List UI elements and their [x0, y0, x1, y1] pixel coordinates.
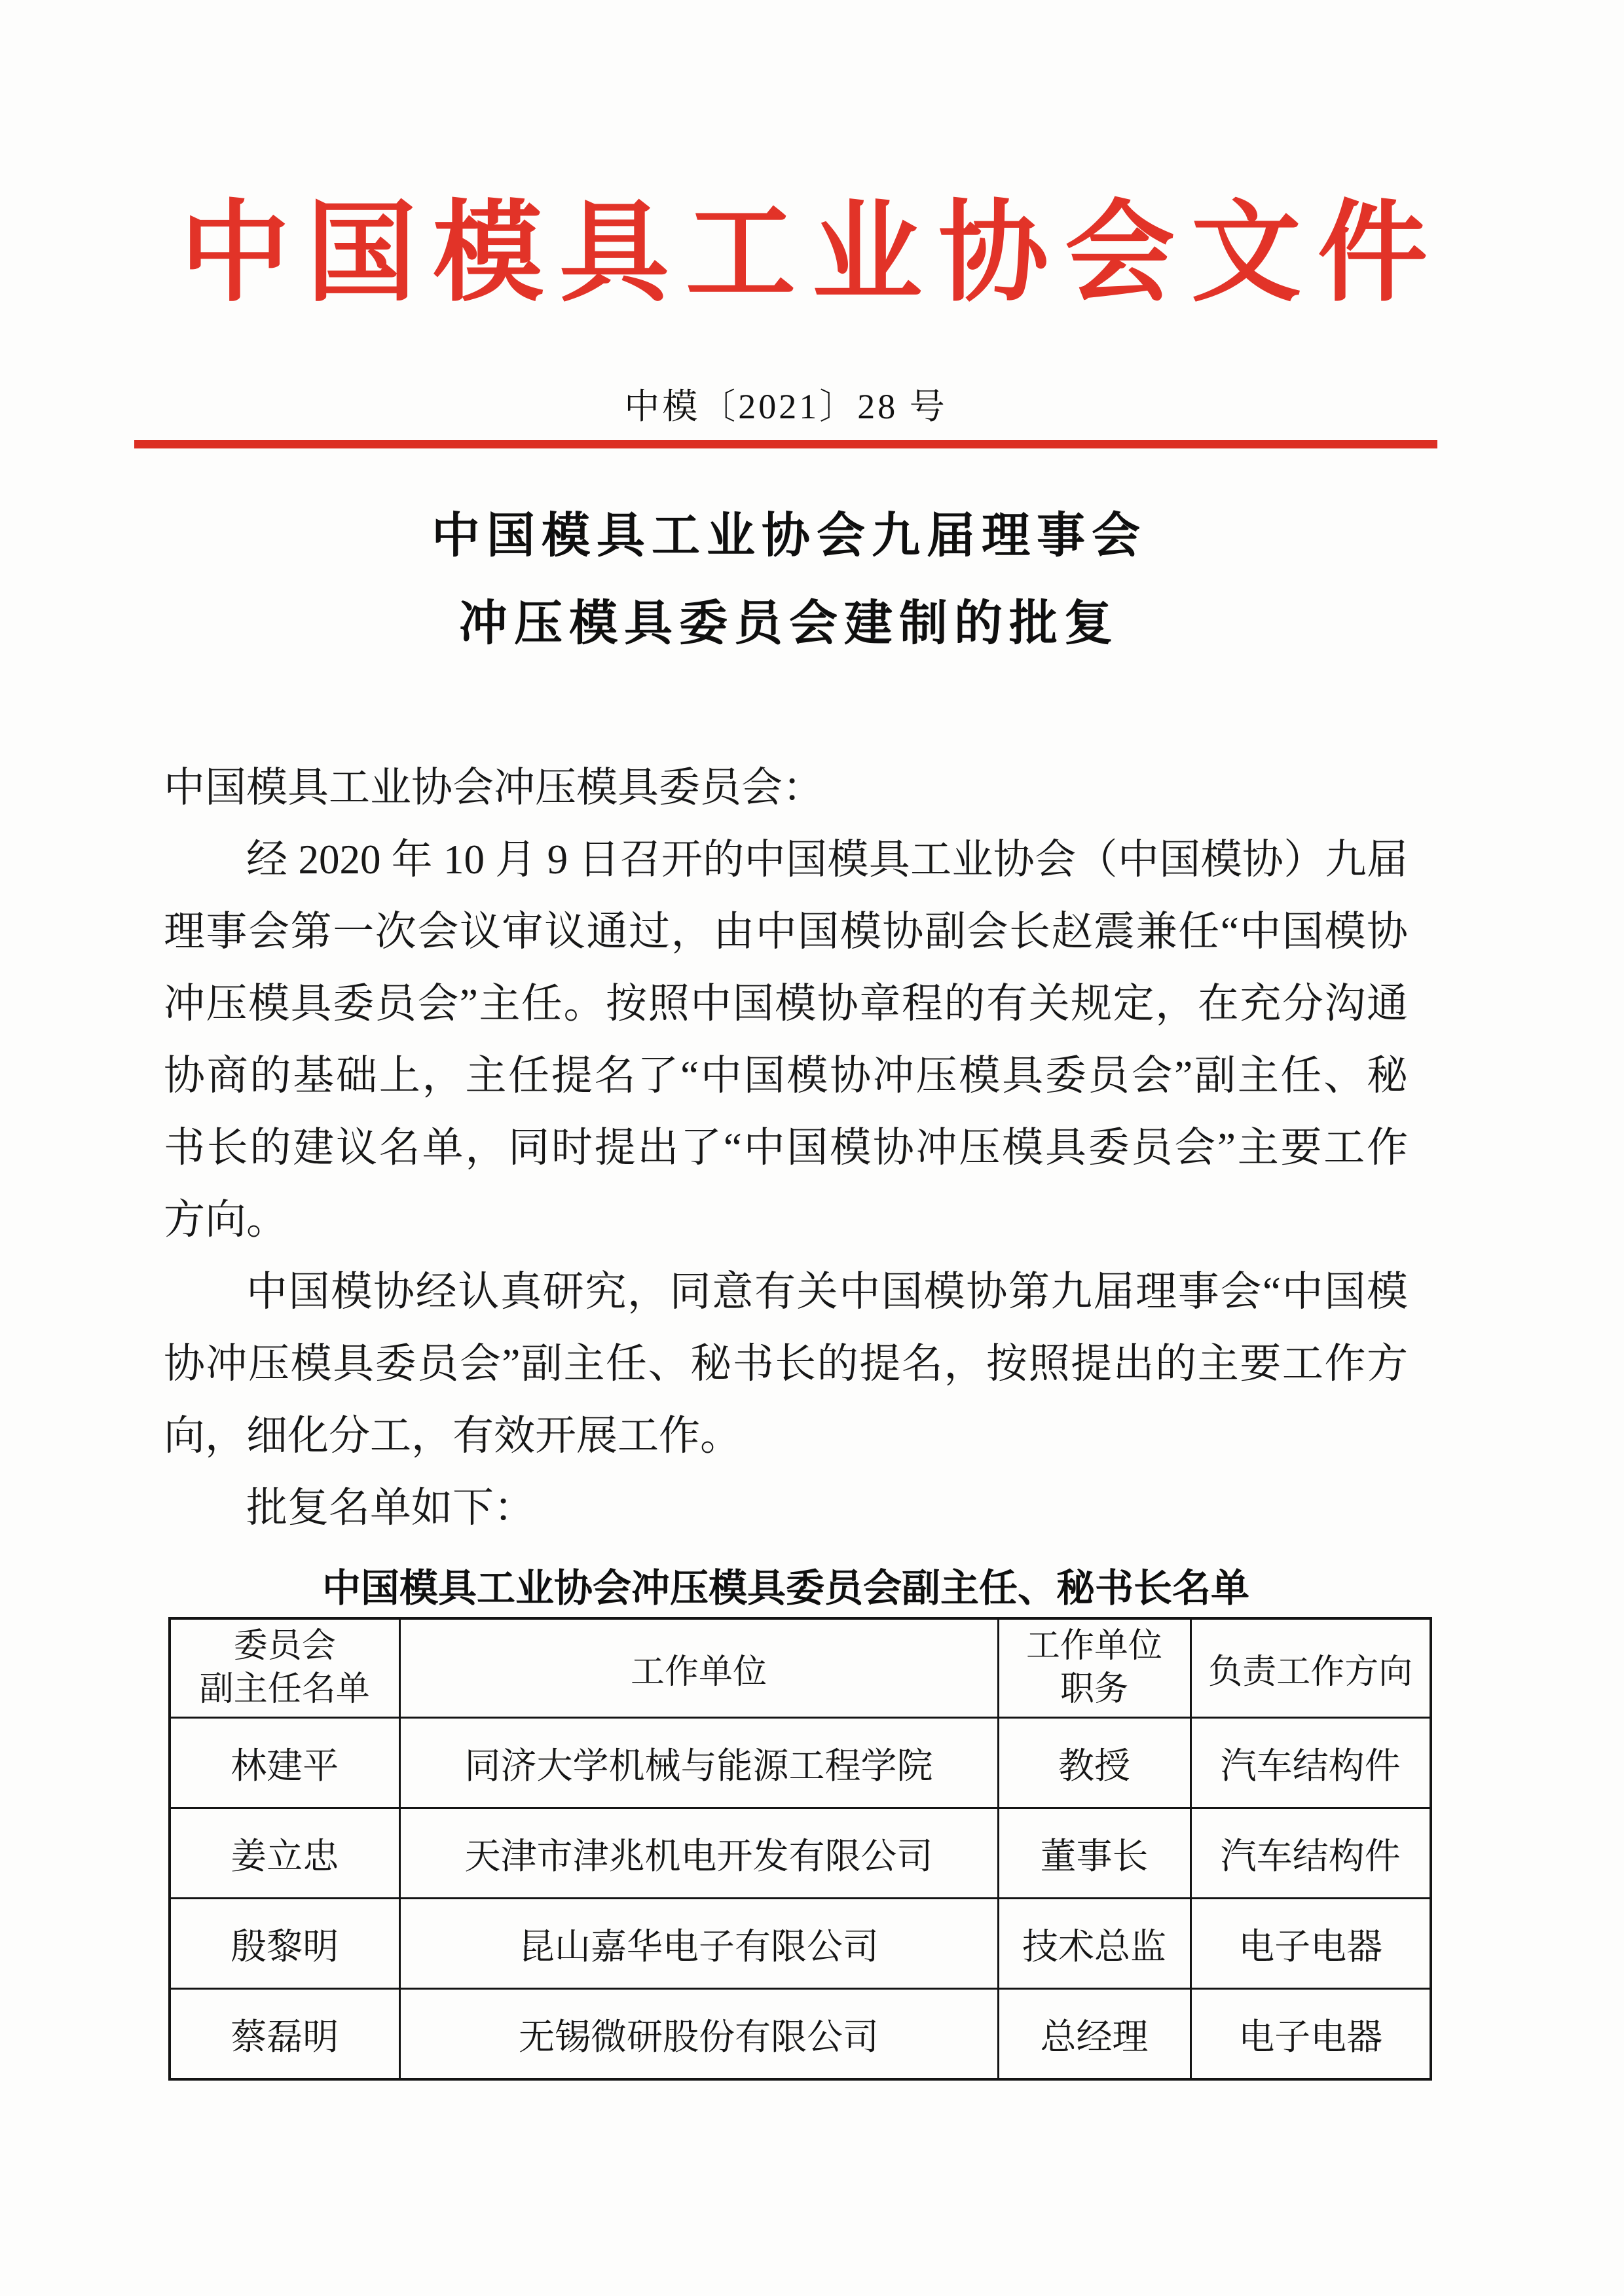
header-cell-committee-line2: 副主任名单 — [199, 1671, 370, 1708]
table-row — [170, 1989, 1431, 2080]
table-row — [170, 1899, 1431, 1989]
cell-name: 林建平 — [170, 1718, 399, 1808]
cell-position: 技术总监 — [998, 1899, 1190, 1989]
header-cell-position-line1: 工作单位 — [1025, 1628, 1162, 1665]
body-line: 中国模协经认真研究，同意有关中国模协第九届理事会“中国模 — [246, 1269, 1408, 1315]
cell-name: 蔡磊明 — [170, 1989, 399, 2080]
cell-org: 天津市津兆机电开发有限公司 — [399, 1808, 998, 1899]
cell-org: 同济大学机械与能源工程学院 — [399, 1718, 998, 1808]
header-cell-committee-line1: 委员会 — [233, 1628, 336, 1665]
body-line: 批复名单如下： — [246, 1485, 535, 1531]
letterhead-org-title: 中国模具工业协会文件 — [180, 193, 1444, 315]
cell-direction: 电子电器 — [1190, 1899, 1431, 1989]
header-cell-work-unit: 工作单位 — [399, 1618, 998, 1718]
roster-table — [168, 1617, 1432, 2081]
header-cell-committee — [170, 1618, 399, 1718]
table-header-row — [170, 1618, 1431, 1718]
document-title-line2: 冲压模具委员会建制的批复 — [459, 597, 1119, 651]
cell-direction: 电子电器 — [1190, 1989, 1431, 2080]
document-body — [164, 752, 1408, 1544]
cell-direction: 汽车结构件 — [1190, 1718, 1431, 1808]
body-line: 理事会第一次会议审议通过，由中国模协副会长赵震兼任“中国模协 — [164, 909, 1408, 955]
red-separator-line — [134, 440, 1437, 448]
header-cell-position-line2: 职务 — [1060, 1671, 1128, 1708]
table-row — [170, 1808, 1431, 1899]
cell-org: 昆山嘉华电子有限公司 — [399, 1899, 998, 1989]
header-cell-position — [998, 1618, 1190, 1718]
body-line: 方向。 — [164, 1197, 287, 1243]
cell-direction: 汽车结构件 — [1190, 1808, 1431, 1899]
cell-position: 教授 — [998, 1718, 1190, 1808]
body-line: 向，细化分工，有效开展工作。 — [164, 1413, 741, 1459]
header-cell-direction: 负责工作方向 — [1190, 1618, 1431, 1718]
cell-name: 姜立忠 — [170, 1808, 399, 1899]
roster-table-title: 中国模具工业协会冲压模具委员会副主任、秘书长名单 — [322, 1567, 1249, 1610]
document-number: 中模〔2021〕28 号 — [624, 387, 948, 426]
body-line: 冲压模具委员会”主任。按照中国模协章程的有关规定，在充分沟通 — [164, 981, 1408, 1027]
cell-name: 殷黎明 — [170, 1899, 399, 1989]
cell-org: 无锡微研股份有限公司 — [399, 1989, 998, 2080]
table-row — [170, 1718, 1431, 1808]
body-line: 协商的基础上，主任提名了“中国模协冲压模具委员会”副主任、秘 — [164, 1053, 1408, 1099]
body-line: 书长的建议名单，同时提出了“中国模协冲压模具委员会”主要工作 — [164, 1125, 1408, 1171]
cell-position: 总经理 — [998, 1989, 1190, 2080]
salutation-line: 中国模具工业协会冲压模具委员会： — [164, 765, 824, 811]
body-line: 协冲压模具委员会”副主任、秘书长的提名，按照提出的主要工作方 — [164, 1341, 1408, 1387]
body-line: 经 2020 年 10 月 9 日召开的中国模具工业协会（中国模协）九届 — [246, 837, 1408, 883]
document-title-line1: 中国模具工业协会九届理事会 — [432, 509, 1147, 563]
document-title — [164, 492, 1408, 668]
cell-position: 董事长 — [998, 1808, 1190, 1899]
